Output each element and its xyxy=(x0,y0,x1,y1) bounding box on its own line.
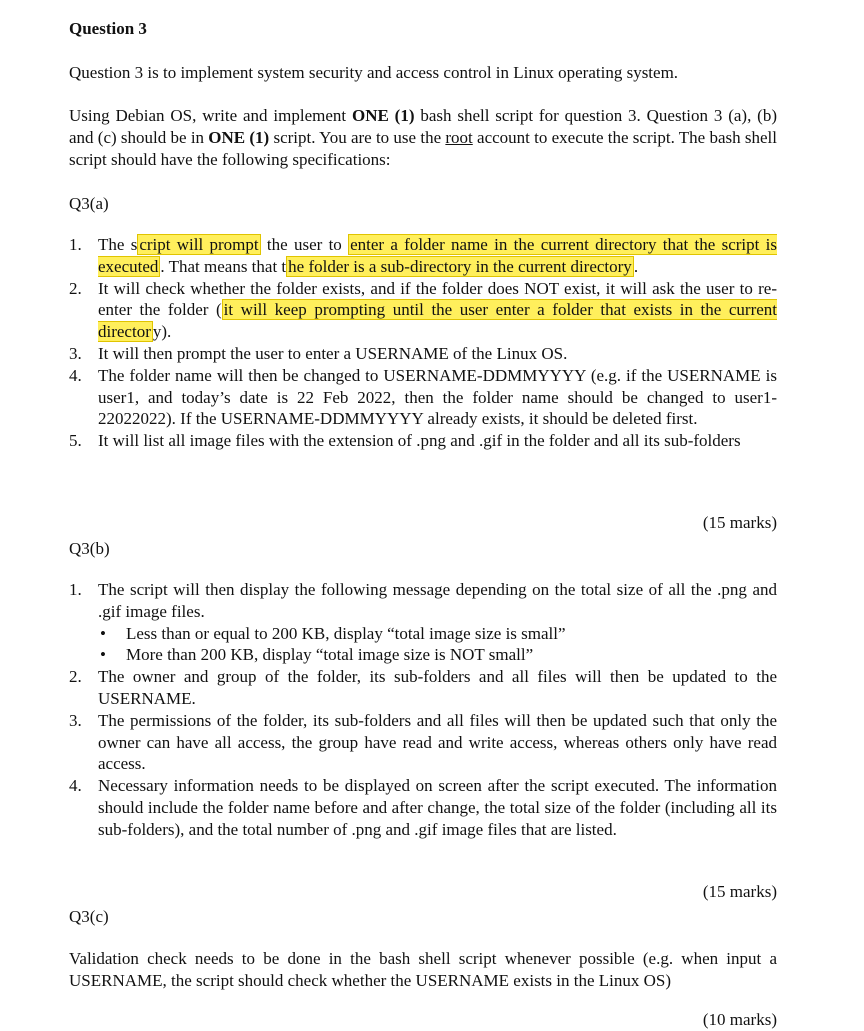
bullet-dot-icon: • xyxy=(100,645,106,665)
highlight: it will keep prompting until the user enter a folder that exists in the current director xyxy=(98,300,777,342)
intro-paragraph: Question 3 is to implement system security and access control in Linux operating system. xyxy=(69,63,679,82)
q3a-item-5: 5. It will list all image files with the extension of .png and .gif in the folder and all its sub-folders xyxy=(69,431,741,451)
q3c-paragraph: Validation check needs to be done in the bash shell script whenever possible (e.g. when input a USERNAME, the script should check whether the USERNAME exists in the Linux OS) xyxy=(69,949,777,990)
instructions-paragraph: Using Debian OS, write and implement ONE (1) bash shell script for question 3. Question 3 (a), (b) and (c) should be in ONE (1) script. You are to use the root account to execute the script. The bash shell script should have the following specifications: xyxy=(69,106,777,169)
size-message-bullets xyxy=(98,623,777,667)
q3b-item-3: 3. The permissions of the folder, its sub-folders and all files will then be updated such that only the owner can have all access, the group have read and write access, whereas others only have read access. xyxy=(69,710,777,774)
q3b-item-2: 2. The owner and group of the folder, its sub-folders and all files will then be updated to the USERNAME. xyxy=(69,667,777,708)
highlight: cript will prompt xyxy=(139,235,259,254)
q3c-heading: Q3(c) xyxy=(69,907,109,926)
q3b-marks: (15 marks) xyxy=(702,882,777,901)
highlight: he folder is a sub-directory in the current directory xyxy=(288,256,632,276)
q3a-list xyxy=(69,234,777,452)
q3a-item-3: 3. It will then prompt the user to enter a USERNAME of the Linux OS. xyxy=(69,343,568,363)
highlight: enter a folder name in the current directory that the script is executed xyxy=(98,235,777,276)
q3b-list xyxy=(69,579,777,841)
q3b-heading: Q3(b) xyxy=(69,539,110,558)
bullet-dot-icon: • xyxy=(100,623,106,643)
q3a-item-1: 1. The s cript will prompt the user to enter a folder name in the current directory that the script is executed . That means that t he folder is a sub-directory in the current directory . xyxy=(69,235,777,276)
q3b-item-4: 4. Necessary information needs to be displayed on screen after the script executed. The information should include the folder name before and after change, the total size of the folder (including all its sub-folders), and the total number of .png and .gif image files that are listed. xyxy=(69,776,777,839)
q3c-marks: (10 marks) xyxy=(702,1010,777,1029)
root-account-term: root xyxy=(445,127,473,147)
q3b-item-1: 1. The script will then display the following message depending on the total size of all the .png and .gif image files. • Less than or equal to 200 KB, display “total image size is small” • More than 200 KB, display “total image size is NOT small” xyxy=(69,580,777,665)
q3a-item-4: 4. The folder name will then be changed to USERNAME-DDMMYYYY (e.g. if the USERNAME is user1, and today’s date is 22 Feb 2022, then the folder name should be changed to user1-22022022). If the USERNAME-DDMMYYYY already exists, it should be deleted first. xyxy=(69,365,777,429)
q3a-heading: Q3(a) xyxy=(69,194,109,213)
one-script-emphasis: ONE (1) xyxy=(351,106,415,125)
bullet-item: • More than 200 KB, display “total image size is NOT small” xyxy=(100,645,534,665)
question-title: Question 3 xyxy=(69,19,147,38)
q3a-item-2: 2. It will check whether the folder exists, and if the folder does NOT exist, it will ask the user to re-enter the folder ( it will keep prompting until the user enter a folder that exists in the current director y). xyxy=(69,278,777,342)
q3a-marks: (15 marks) xyxy=(702,513,777,532)
bullet-item: • Less than or equal to 200 KB, display “total image size is small” xyxy=(100,623,566,643)
one-script-emphasis-2: ONE (1) xyxy=(208,127,270,147)
